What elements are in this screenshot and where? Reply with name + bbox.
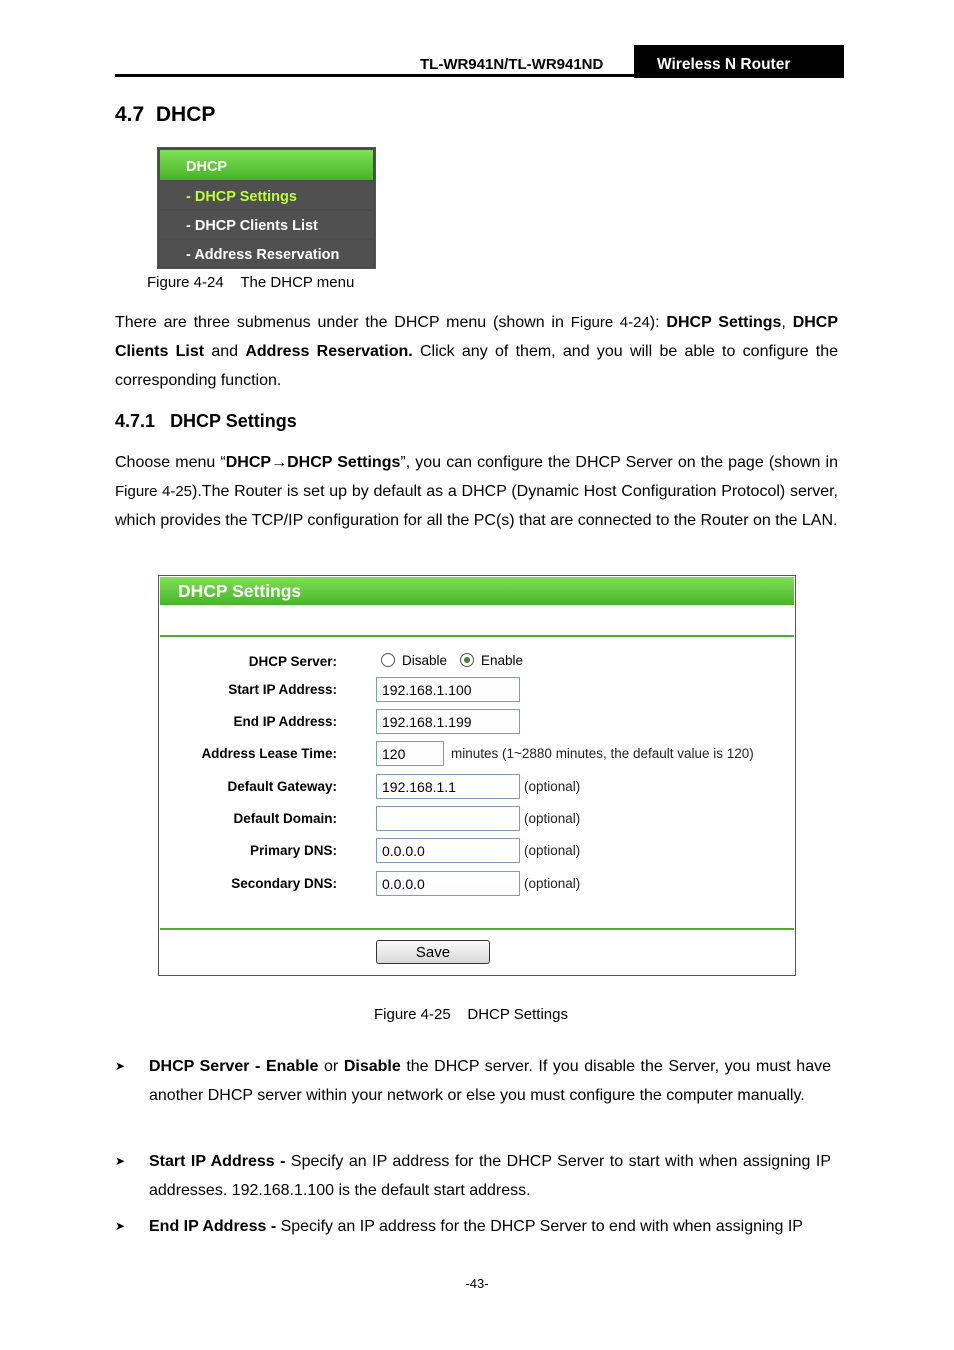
- text: Specify an IP address for the DHCP Server to end with when assigning IP: [276, 1218, 803, 1235]
- end-ip-input[interactable]: 192.168.1.199: [376, 709, 520, 734]
- bold-text: DHCP Clients List: [115, 314, 839, 360]
- section-heading: [115, 103, 215, 127]
- default-domain-input[interactable]: [376, 806, 520, 831]
- secondary-dns-input[interactable]: 0.0.0.0: [376, 871, 520, 896]
- text: or: [318, 1058, 344, 1075]
- primary-dns-label: Primary DNS:: [249, 843, 337, 858]
- row-default-gateway: [159, 774, 795, 800]
- row-secondary-dns: [159, 871, 795, 897]
- optional-note: (optional): [524, 843, 581, 858]
- row-primary-dns: [159, 838, 795, 864]
- optional-note: (optional): [524, 811, 581, 826]
- default-gateway-input[interactable]: 192.168.1.1: [376, 774, 520, 799]
- menu-title[interactable]: DHCP: [160, 150, 373, 180]
- text: Choose menu “: [115, 454, 226, 471]
- subsection-title: DHCP Settings: [170, 411, 297, 431]
- primary-dns-input[interactable]: 0.0.0.0: [376, 838, 520, 863]
- figure-ref: Figure 4-24: [570, 314, 650, 331]
- bold-text: Disable: [343, 1058, 401, 1075]
- settings-paragraph: [115, 448, 838, 535]
- row-start-ip: [159, 677, 795, 703]
- dhcp-menu: [157, 147, 376, 269]
- disable-radio[interactable]: [381, 653, 395, 667]
- bullet-start-ip: [115, 1147, 831, 1205]
- optional-note: (optional): [524, 779, 581, 794]
- bullet-end-ip: [115, 1212, 831, 1241]
- enable-radio[interactable]: [460, 653, 474, 667]
- bold-text: DHCP→DHCP Settings: [225, 454, 401, 471]
- bullet-arrow-icon: ➤: [115, 1059, 126, 1073]
- lease-time-hint: minutes (1~2880 minutes, the default value is 120): [451, 746, 754, 761]
- subsection-heading: [115, 411, 297, 432]
- text: ,: [781, 314, 793, 331]
- bold-text: DHCP Server - Enable: [149, 1058, 319, 1075]
- figure-label: Figure 4-24: [147, 274, 224, 291]
- page-number: -43-: [465, 1276, 489, 1291]
- text: There are three submenus under the DHCP menu (shown in: [115, 314, 571, 331]
- dhcp-settings-panel: [158, 575, 796, 976]
- text: ).The Router is set up by default as a DHCP (Dynamic Host Configuration Protocol) server, which provides the TCP/IP configuration for all the PC(s) that are connected to the Router on the LAN.: [115, 483, 838, 529]
- default-gateway-label: Default Gateway:: [227, 779, 337, 794]
- figure-ref: Figure 4-25: [115, 483, 193, 500]
- panel-title: DHCP Settings: [160, 577, 794, 605]
- start-ip-label: Start IP Address:: [228, 682, 337, 697]
- bullet-arrow-icon: ➤: [115, 1219, 126, 1233]
- save-button[interactable]: Save: [376, 940, 490, 964]
- bold-text: End IP Address -: [149, 1218, 277, 1235]
- header-product: Wireless N Router: [634, 45, 844, 78]
- secondary-dns-label: Secondary DNS:: [231, 876, 337, 891]
- figure-label: Figure 4-25: [374, 1006, 451, 1023]
- dhcp-server-label: DHCP Server:: [248, 654, 337, 669]
- enable-label: Enable: [481, 653, 524, 668]
- end-ip-label: End IP Address:: [233, 714, 337, 729]
- text: the DHCP server. If you disable the Server, you must have another DHCP server within your network or else you must configure the computer manually.: [149, 1058, 831, 1104]
- subsection-number: 4.7.1: [115, 411, 156, 431]
- figure-caption-25: [374, 1006, 568, 1023]
- bullet-arrow-icon: ➤: [115, 1154, 126, 1168]
- text: Specify an IP address for the DHCP Server to start with when assigning IP addresses. 192.168.1.100 is the default start address.: [149, 1153, 832, 1199]
- figure-caption-24: [147, 274, 354, 291]
- row-default-domain: [159, 806, 795, 832]
- row-dhcp-server: [159, 649, 795, 675]
- header-rule: [115, 74, 844, 77]
- section-title: DHCP: [155, 103, 216, 126]
- menu-item-dhcp-clients-list[interactable]: - DHCP Clients List: [160, 211, 373, 238]
- header-model: TL-WR941N/TL-WR941ND: [420, 56, 604, 73]
- text: and: [204, 343, 246, 360]
- menu-item-address-reservation[interactable]: - Address Reservation: [160, 240, 373, 267]
- row-end-ip: [159, 709, 795, 735]
- text: Click any of them, and you will be able to configure the corresponding function.: [115, 343, 839, 389]
- row-lease-time: [159, 741, 795, 767]
- bold-text: Start IP Address -: [149, 1153, 286, 1170]
- text: ):: [649, 314, 667, 331]
- default-domain-label: Default Domain:: [233, 811, 337, 826]
- bold-text: DHCP Settings: [666, 314, 782, 331]
- section-number: 4.7: [115, 103, 145, 126]
- optional-note: (optional): [524, 876, 581, 891]
- menu-item-dhcp-settings[interactable]: - DHCP Settings: [160, 182, 373, 209]
- bullet-dhcp-server: [115, 1052, 831, 1110]
- intro-paragraph: [115, 308, 838, 395]
- bold-text: Address Reservation.: [245, 343, 413, 360]
- lease-time-input[interactable]: 120: [376, 741, 444, 766]
- figure-title: The DHCP menu: [240, 274, 355, 291]
- panel-divider: [160, 635, 794, 637]
- figure-title: DHCP Settings: [467, 1006, 568, 1023]
- text: ”, you can configure the DHCP Server on the page (shown in: [400, 454, 838, 471]
- panel-divider: [160, 928, 794, 930]
- start-ip-input[interactable]: 192.168.1.100: [376, 677, 520, 702]
- disable-label: Disable: [402, 653, 448, 668]
- lease-time-label: Address Lease Time:: [201, 746, 337, 761]
